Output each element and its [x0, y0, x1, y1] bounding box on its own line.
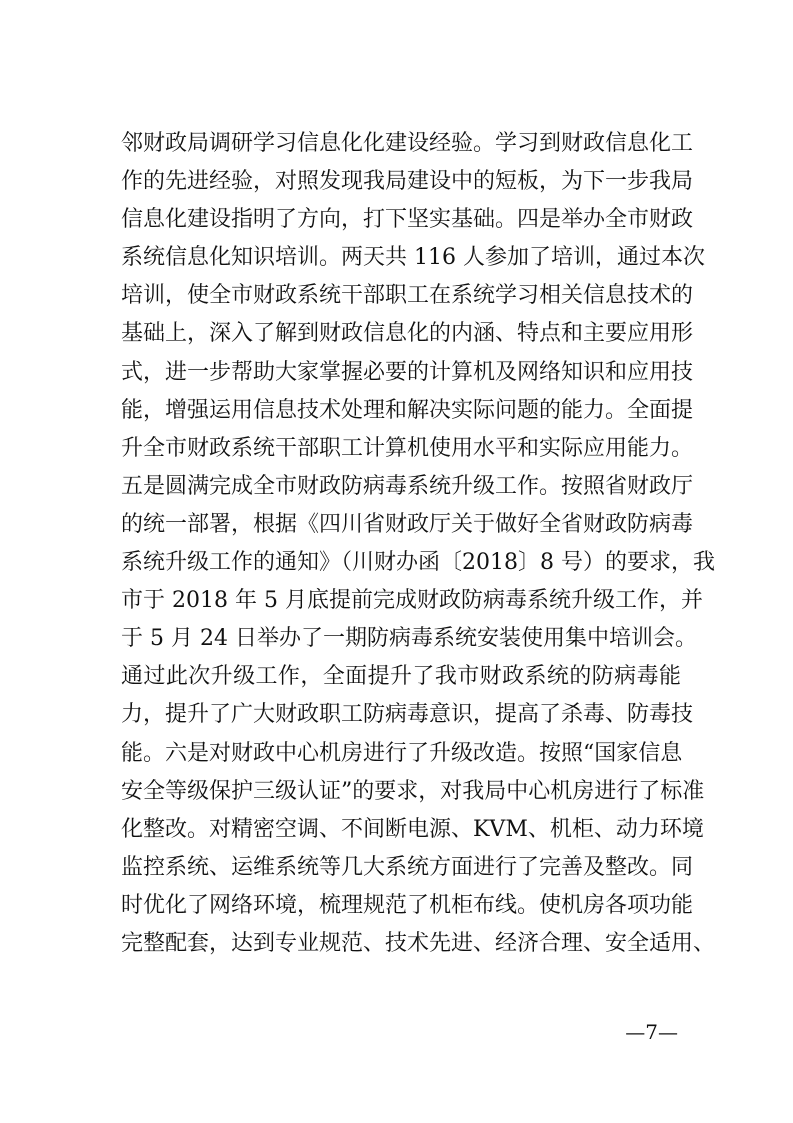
- text-line: 信息化建设指明了方向，打下坚实基础。四是举办全市财政: [121, 207, 694, 233]
- text-line: 基础上，深入了解到财政信息化的内涵、特点和主要应用形: [121, 321, 694, 347]
- text-line: 时优化了网络环境，梳理规范了机柜布线。使机房各项功能: [121, 892, 694, 918]
- text-line: 完整配套，达到专业规范、技术先进、经济合理、安全适用、: [121, 930, 716, 956]
- text-line: 作的先进经验，对照发现我局建设中的短板，为下一步我局: [121, 169, 694, 195]
- text-line: 能。六是对财政中心机房进行了升级改造。按照“国家信息: [121, 740, 683, 766]
- text-line: 的统一部署，根据《四川省财政厅关于做好全省财政防病毒: [121, 511, 694, 537]
- text-line: 五是圆满完成全市财政防病毒系统升级工作。按照省财政厅: [121, 473, 694, 499]
- text-line: 力，提升了广大财政职工防病毒意识，提高了杀毒、防毒技: [121, 702, 694, 728]
- text-line: 系统升级工作的通知》（川财办函〔2018〕8 号）的要求，我: [121, 550, 715, 576]
- page-number: —7—: [625, 1020, 678, 1044]
- text-line: 通过此次升级工作，全面提升了我市财政系统的防病毒能: [121, 664, 681, 690]
- text-line: 监控系统、运维系统等几大系统方面进行了完善及整改。同: [121, 854, 694, 880]
- text-line: 培训，使全市财政系统干部职工在系统学习相关信息技术的: [121, 283, 694, 309]
- text-line: 邻财政局调研学习信息化化建设经验。学习到财政信息化工: [121, 131, 694, 156]
- text-line: 化整改。对精密空调、不间断电源、KVM、机柜、动力环境: [121, 816, 704, 842]
- text-line: 安全等级保护三级认证”的要求，对我局中心机房进行了标准: [121, 778, 705, 804]
- text-line: 于 5 月 24 日举办了一期防病毒系统安装使用集中培训会。: [121, 626, 697, 652]
- body-text: [121, 125, 716, 963]
- text-line: 能，增强运用信息技术处理和解决实际问题的能力。全面提: [121, 397, 694, 423]
- text-line: 系统信息化知识培训。两天共 116 人参加了培训，通过本次: [121, 245, 705, 271]
- text-line: 市于 2018 年 5 月底提前完成财政防病毒系统升级工作，并: [121, 588, 703, 614]
- text-line: 升全市财政系统干部职工计算机使用水平和实际应用能力。: [121, 435, 694, 461]
- text-line: 式，进一步帮助大家掌握必要的计算机及网络知识和应用技: [121, 359, 694, 385]
